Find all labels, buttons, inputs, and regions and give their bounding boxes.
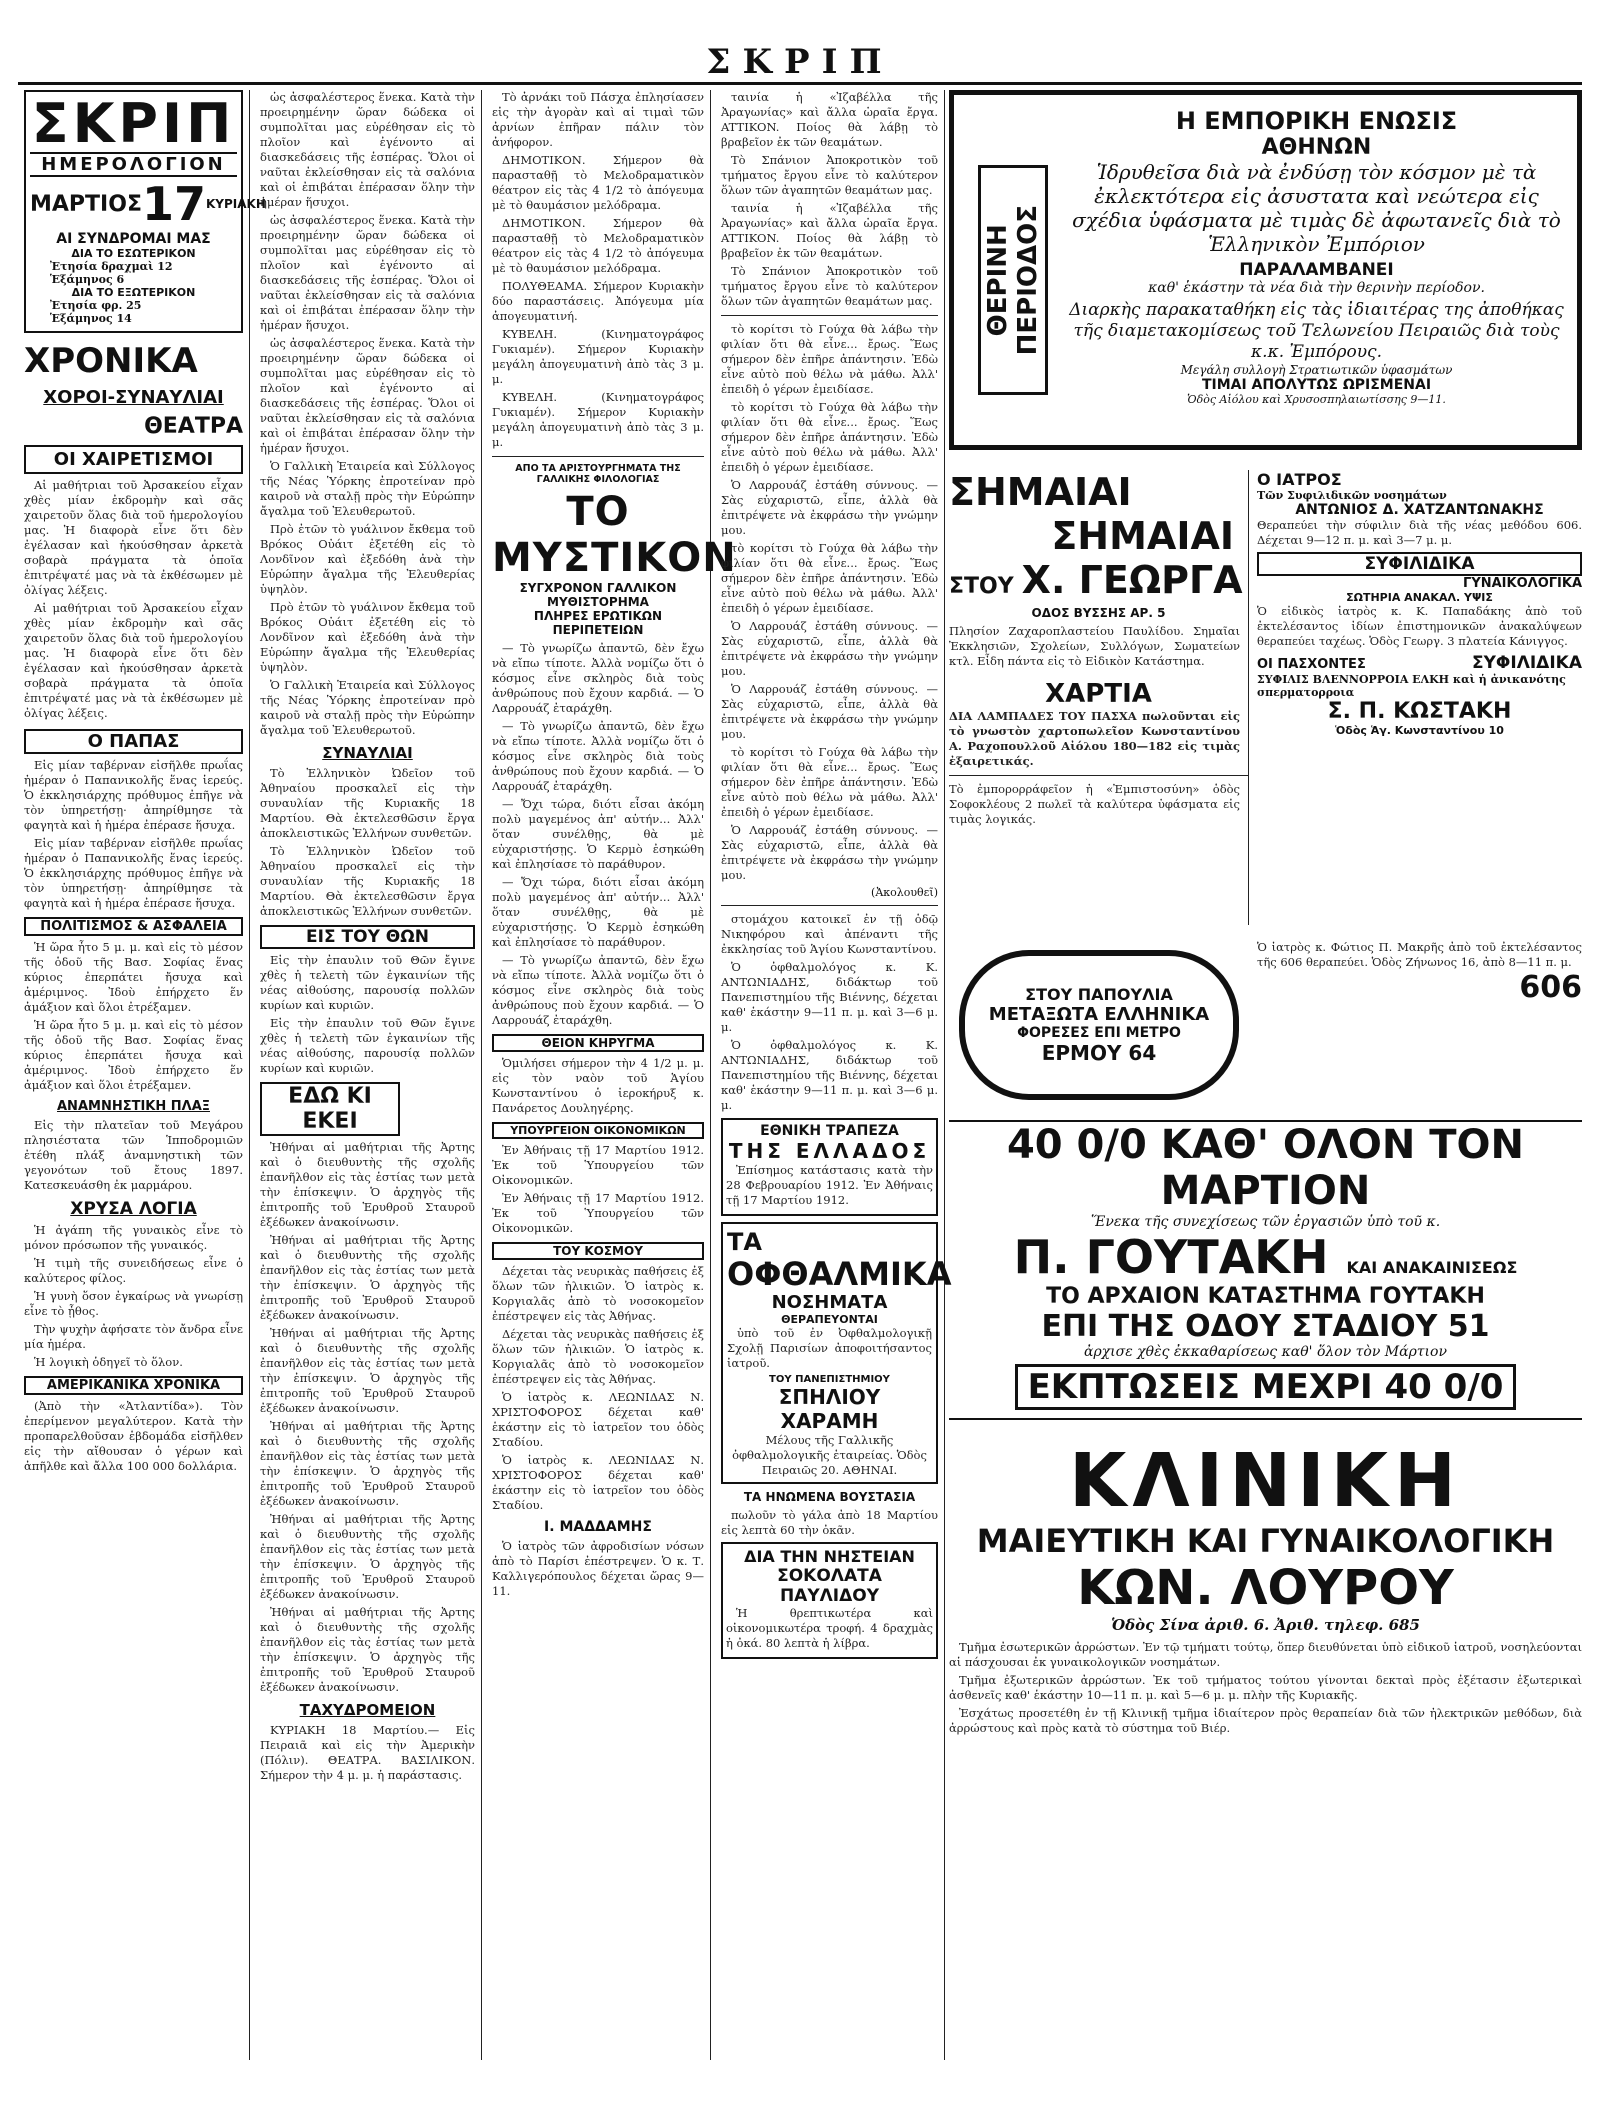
column-1 [18, 90, 266, 2060]
goutaki-top: 40 0/0 ΚΑΘ' ΟΛΟΝ ΤΟΝ ΜΑΡΤΙΟΝ [1006, 1122, 1525, 1214]
ophthalmika-panepistimiou: ΤΟΥ ΠΑΝΕΠΙΣΤΗΜΙΟΥ [769, 1374, 890, 1385]
calendar-month: ΜΑΡΤΙΟΣ [30, 191, 142, 217]
enosis-city: ΑΘΗΝΩΝ [1261, 135, 1372, 160]
sayings-list: Ἡ ἀγάπη τῆς γυναικὸς εἶνε τὸ μόνον πρόσωπον τῆς γυναικός. Ἡ τιμὴ τῆς συνειδήσεως εἶνε ὁ καλύτερος φίλος. Ἡ γυνὴ ὅσον ἐγκαίρως νὰ γνωρίσῃ εἶνε τὸ ᾖθος. Τὴν ψυχὴν ἀφήσατε τὸν ἄνδρα εἶνε μία ἡμέρα. Ἡ λογικὴ ὁδηγεῖ τὸ ὅλον. [24, 1223, 243, 1369]
simaiai-ad [949, 470, 1249, 925]
kliniki-address: Ὁδὸς Σίνα ἀριθ. 6. Ἀριθ. τηλεφ. 685 [1111, 1616, 1420, 1634]
section-chronika: ΧΡΟΝΙΚΑ [24, 341, 198, 381]
papoulia-1: ΣΤΟΥ ΠΑΠΟΥΛΙΑ [1025, 985, 1173, 1004]
theatre-listings: Τὸ ἀρνάκι τοῦ Πάσχα ἐπλησίασεν εἰς τὴν ἀγορὰν καὶ αἱ τιμαὶ τῶν ἀρνίων ἐπῆραν πάλιν τὸν ἀνήφορον. ΔΗΜΟΤΙΚΟΝ. Σήμερον θὰ παρασταθῇ τὸ Μελοδραματικὸν θέατρον εἰς τὰς 4 1/2 τὸ ἀπόγευμα μὲ τὸ θαυμάσιον μελόδραμα. ΔΗΜΟΤΙΚΟΝ. Σήμερον θὰ παρασταθῇ τὸ Μελοδραματικὸν θέατρον εἰς τὰς 4 1/2 τὸ ἀπόγευμα μὲ τὸ θαυμάσιον μελόδραμα. ΠΟΛΥΘΕΑΜΑ. Σήμερον Κυριακὴν δύο παραστάσεις. Ἀπόγευμα μία ἀπογευματινή. ΚΥΒΕΛΗ. (Κινηματογράφος Γυκιαμέν). Σήμερον Κυριακὴν μεγάλη ἀπογευματινὴ ἀπὸ τὰς 3 μ. μ. ΚΥΒΕΛΗ. (Κινηματογράφος Γυκιαμέν). Σήμερον Κυριακὴν μεγάλη ἀπογευματινὴ ἀπὸ τὰς 3 μ. μ. [492, 90, 704, 449]
kliniki-name: ΚΩΝ. ΛΟΥΡΟΥ [1077, 1560, 1454, 1616]
kostaki-name: Σ. Π. ΚΩΣΤΑΚΗ [1327, 699, 1512, 724]
subscriptions-domestic: ΔΙΑ ΤΟ ΕΣΩΤΕΡΙΚΟΝ [71, 247, 196, 260]
subscription-row: Ἐτησία δραχμαὶ 12 [50, 260, 173, 273]
section-chrysa-logia: ΧΡΥΣΑ ΛΟΓΙΑ [70, 1199, 197, 1219]
article-synavliai-title: ΣΥΝΑΥΛΙΑΙ [322, 744, 413, 762]
goutaki-line-2: ἀρχισε χθὲς ἐκκαθαρίσεως καθ' ὅλον τὸν Μάρτιον [1084, 1344, 1447, 1360]
sotiria: ΣΩΤΗΡΙΑ ΑΝΑΚΑΛ. ΥΨΙΣ [1346, 591, 1493, 604]
sokolata-title: ΣΟΚΟΛΑΤΑ ΠΑΥΛΙΔΟΥ [777, 1566, 882, 1606]
doctor-notices: στομάχου κατοικεῖ ἐν τῇ ὁδῷ Νικηφόρου καὶ ἀπέναντι τῆς ἐκκλησίας τοῦ Ἁγίου Κωνσταντίνου. Ὁ ὀφθαλμολόγος κ. Κ. ΑΝΤΩΝΙΑΔΗΣ, διδάκτωρ τοῦ Πανεπιστημίου τῆς Βιέννης, δέχεται καθ' ἑκάστην 9—11 π. μ. καὶ 3—6 μ. μ. Ὁ ὀφθαλμολόγος κ. Κ. ΑΝΤΩΝΙΑΔΗΣ, διδάκτωρ τοῦ Πανεπιστημίου τῆς Βιέννης, δέχεται καθ' ἑκάστην 9—11 π. μ. καὶ 3—6 μ. μ. [721, 912, 938, 1112]
periodos-word: ΠΕΡΙΟΔΟΣ [1013, 204, 1043, 356]
article-papas: Εἰς μίαν ταβέρναν εἰσῆλθε πρωΐας ἡμέραν ὁ Παπανικολῆς ἕνας ἱερεύς. Ὁ ἐκκλησιάρχης πρόθυμος ἐπῆγε νὰ τὸν ὑπηρετήσῃ· ἀπηρίθμησε τὰ φαγητὰ καὶ ἡ ἡμέρα ἐπέρασε ἥσυχα. Εἰς μίαν ταβέρναν εἰσῆλθε πρωΐας ἡμέραν ὁ Παπανικολῆς ἕνας ἱερεύς. Ὁ ἐκκλησιάρχης πρόθυμος ἐπῆγε νὰ τὸν ὑπηρετήσῃ· ἀπηρίθμησε τὰ φαγητὰ καὶ ἡ ἡμέρα ἐπέρασε ἥσυχα. [24, 758, 243, 910]
georgas: Χ. ΓΕΩΡΓΑ [1021, 558, 1243, 602]
article-anamnistiki-title: ΑΝΑΜΝΗΣΤΙΚΗ ΠΛΑΞ [57, 1099, 210, 1114]
timai: ΤΙΜΑΙ ΑΠΟΛΥΤΩΣ ΩΡΙΣΜΕΝΑΙ [1201, 377, 1432, 393]
enosis-text-3: Διαρκὴς παρακαταθήκη εἰς τὰς ἰδιαιτέρας της ἀποθήκας τῆς διαμετακομίσεως τοῦ Τελωνείου Πειραιῶς διὰ τοὺς κ.κ. Ἐμπόρους. [1069, 300, 1564, 362]
goutaki-bottom: ΕΚΠΤΩΣΕΙΣ ΜΕΧΡΙ 40 0/0 [1015, 1364, 1517, 1410]
therini-word: ΘΕΡΙΝΗ [983, 223, 1013, 337]
ethniki-trapeza-box [721, 1118, 938, 1216]
kliniki-ad [949, 1440, 1582, 1880]
kostaki-line: ΣΥΦΙΛΙΣ ΒΛΕΝΝΟΡΡΟΙΑ ΕΛΚΗ καὶ ἡ ἀνικανότης σπερματορροια [1257, 673, 1566, 699]
article-continued: ὡς ἀσφαλέστερος ἕνεκα. Κατὰ τὴν προειρημένην ὥραν δώδεκα οἱ συμπολῖται μας εὑρέθησαν εἰς τὸ πλοῖον καὶ ἐγένοντο αἱ διασκεδάσεις τῆς ἑσπέρας. Ὅλοι οἱ ναῦται ἐκλείσθησαν εἰς τὰ σαλόνια καὶ οἱ ἐπιβάται ἐπέρασαν ὅλην τὴν ἡμέραν ἥσυχοι. ὡς ἀσφαλέστερος ἕνεκα. Κατὰ τὴν προειρημένην ὥραν δώδεκα οἱ συμπολῖται μας εὑρέθησαν εἰς τὸ πλοῖον καὶ ἐγένοντο αἱ διασκεδάσεις τῆς ἑσπέρας. Ὅλοι οἱ ναῦται ἐκλείσθησαν εἰς τὰ σαλόνια καὶ οἱ ἐπιβάται ἐπέρασαν ὅλην τὴν ἡμέραν ἥσυχοι. ὡς ἀσφαλέστερος ἕνεκα. Κατὰ τὴν προειρημένην ὥραν δώδεκα οἱ συμπολῖται μας εὑρέθησαν εἰς τὸ πλοῖον καὶ ἐγένοντο αἱ διασκεδάσεις τῆς ἑσπέρας. Ὅλοι οἱ ναῦται ἐκλείσθησαν εἰς τὰ σαλόνια καὶ οἱ ἐπιβάται ἐπέρασαν ὅλην τὴν ἡμέραν ἥσυχοι. Ὁ Γαλλικὴ Ἑταιρεία καὶ Σύλλογος τῆς Νέας Ὑόρκης ἐπροτείναν πρὸ καιροῦ νὰ σταλῇ πρὸς τὴν Εὐρώπην ἄγαλμα τοῦ Ἐλευθερωτοῦ. Πρὸ ἐτῶν τὸ γυάλινον ἔκθεμα τοῦ Βρόκος Οὐάιτ ἐξετέθη εἰς τὸ Λονδῖνον καὶ ἐξεδόθη ἀνὰ τὴν Εὐρώπην ἄγαλμα τῆς Ἐλευθερίας ὑψηλὸν. Πρὸ ἐτῶν τὸ γυάλινον ἔκθεμα τοῦ Βρόκος Οὐάιτ ἐξετέθη εἰς τὸ Λονδῖνον καὶ ἐξεδόθη ἀνὰ τὴν Εὐρώπην ἄγαλμα τῆς Ἐλευθερίας ὑψηλὸν. Ὁ Γαλλικὴ Ἑταιρεία καὶ Σύλλογος τῆς Νέας Ὑόρκης ἐπροτείναν πρὸ καιροῦ νὰ σταλῇ πρὸς τὴν Εὐρώπην ἄγαλμα τοῦ Ἐλευθερωτοῦ. [260, 90, 475, 737]
ophthalmika-ad [721, 1222, 952, 1484]
chartia-text: ΔΙΑ ΛΑΜΠΑΔΕΣ ΤΟΥ ΠΑΣΧΑ πωλοῦνται εἰς τὸ γνωστὸν χαρτοπωλεῖον Κωνσταντίνου Α. Ραχοπουλλοῦ Αἰόλου 180—182 εἰς τιμὰς ἐξαιρετικάς. [949, 709, 1240, 768]
article-ypourgeion-title: ΥΠΟΥΡΓΕΙΟΝ ΟΙΚΟΝΟΜΙΚΩΝ [492, 1122, 704, 1139]
nistia-title: ΔΙΑ ΤΗΝ ΝΗΣΤΕΙΑΝ [744, 1547, 915, 1566]
subscription-row: Ἑξάμηνος 6 [50, 273, 125, 286]
therini-periodos [978, 165, 1048, 395]
ethniki-subtitle: ΤΗΣ ΕΛΛΑΔΟΣ [728, 1139, 931, 1163]
article-edo-ki-ekei: Ἠθήναι αἱ μαθήτριαι τῆς Ἀρτης καὶ ὁ διευθυντὴς τῆς σχολῆς ἐπανῆλθον εἰς τὰς ἑστίας των μετὰ τὴν ἐπίσκεψιν. Ὁ ἀρχηγὸς τῆς ἐπιτροπῆς τοῦ Ἑρυθροῦ Σταυροῦ ἐξέδωκεν ἀνακοίνωσιν. Ἠθήναι αἱ μαθήτριαι τῆς Ἀρτης καὶ ὁ διευθυντὴς τῆς σχολῆς ἐπανῆλθον εἰς τὰς ἑστίας των μετὰ τὴν ἐπίσκεψιν. Ὁ ἀρχηγὸς τῆς ἐπιτροπῆς τοῦ Ἑρυθροῦ Σταυροῦ ἐξέδωκεν ἀνακοίνωσιν. Ἠθήναι αἱ μαθήτριαι τῆς Ἀρτης καὶ ὁ διευθυντὴς τῆς σχολῆς ἐπανῆλθον εἰς τὰς ἑστίας των μετὰ τὴν ἐπίσκεψιν. Ὁ ἀρχηγὸς τῆς ἐπιτροπῆς τοῦ Ἑρυθροῦ Σταυροῦ ἐξέδωκεν ἀνακοίνωσιν. Ἠθήναι αἱ μαθήτριαι τῆς Ἀρτης καὶ ὁ διευθυντὴς τῆς σχολῆς ἐπανῆλθον εἰς τὰς ἑστίας των μετὰ τὴν ἐπίσκεψιν. Ὁ ἀρχηγὸς τῆς ἐπιτροπῆς τοῦ Ἑρυθροῦ Σταυροῦ ἐξέδωκεν ἀνακοίνωσιν. Ἠθήναι αἱ μαθήτριαι τῆς Ἀρτης καὶ ὁ διευθυντὴς τῆς σχολῆς ἐπανῆλθον εἰς τὰς ἑστίας των μετὰ τὴν ἐπίσκεψιν. Ὁ ἀρχηγὸς τῆς ἐπιτροπῆς τοῦ Ἑρυθροῦ Σταυροῦ ἐξέδωκεν ἀνακοίνωσιν. Ἠθήναι αἱ μαθήτριαι τῆς Ἀρτης καὶ ὁ διευθυντὴς τῆς σχολῆς ἐπανῆλθον εἰς τὰς ἑστίας των μετὰ τὴν ἐπίσκεψιν. Ὁ ἀρχηγὸς τῆς ἐπιτροπῆς τοῦ Ἑρυθροῦ Σταυροῦ ἐξέδωκεν ἀνακοίνωσιν. [260, 1140, 475, 1694]
ophthalmika-text: ὑπὸ τοῦ ἐν Ὀφθαλμολογικῇ Σχολῇ Παρισίων ἀποφοιτήσαντος ἰατροῦ. [727, 1326, 932, 1370]
kostaki-continued [1257, 940, 1582, 1110]
subscriptions-abroad: ΔΙΑ ΤΟ ΕΞΩΤΕΡΙΚΟΝ [71, 286, 196, 299]
syfilidika-title: ΣΥΦΙΛΙΔΙΚΑ [1257, 552, 1582, 576]
ophthalmika-nosimata: ΝΟΣΗΜΑΤΑ [771, 1292, 888, 1313]
emporoxarto-text: Τὸ ἐμπορορράφεῖον ἡ «Ἐμπιστοσύνη» ὁδὸς Σοφοκλέους 2 πωλεῖ τὰ καλύτερα ὑφάσματα εἰς τιμὰς λογικάς. [949, 782, 1240, 826]
article-anamnistiki: Εἰς τὴν πλατεῖαν τοῦ Μεγάρου πλησιέστατα τῶν Ἱπποδρομιῶν ἐτέθη πλάξ ἀναμνηστικὴ τῶν γεγονότων τοῦ ἔτους 1897. Κατεσκευάσθη ἐκ μαρμάρου. [24, 1118, 243, 1192]
kostaki-text: Ὁ ἰατρὸς κ. Φώτιος Π. Μακρῆς ἀπὸ τοῦ ἐκτελέσαντος τῆς 606 θεραπεύει. Ὁδὸς Ζήνωνος 16, ἀπὸ 8—11 π. μ. [1257, 940, 1582, 969]
ophthalmika-ta: ΤΑ [727, 1228, 762, 1256]
ophthalmika-title: ΟΦΘΑΛΜΙΚΑ [727, 1255, 952, 1293]
iatros-title: Ο ΙΑΤΡΟΣ [1257, 470, 1342, 489]
calendar-day: 17 [141, 177, 206, 231]
calendar-subtitle: ΗΜΕΡΟΛΟΓΙΟΝ [30, 152, 237, 177]
maddamis-name: Ι. ΜΑΔΔΑΜΗΣ [544, 1519, 652, 1535]
article-ypourgeion: Ἐν Ἀθήναις τῇ 17 Μαρτίου 1912. Ἐκ τοῦ Ὑπουργείου τῶν Οἰκονομικῶν. Ἐν Ἀθήναις τῇ 17 Μαρτίου 1912. Ἐκ τοῦ Ὑπουργείου τῶν Οἰκονομικῶν. [492, 1143, 704, 1235]
goutaki-address: ΕΠΙ ΤΗΣ ΟΔΟΥ ΣΤΑΔΙΟΥ 51 [1041, 1309, 1490, 1344]
article-tachydromeion: ΚΥΡΙΑΚΗ 18 Μαρτίου.— Εἰς Πειραιᾶ καὶ εἰς τὴν Ἀμερικὴν (Πόλιν). ΘΕΑΤΡΑ. ΒΑΣΙΛΙΚΟΝ. Σήμερον τὴν 4 μ. μ. ἡ παράστασις. [260, 1723, 475, 1782]
article-maddamis: Ὁ ἰατρὸς τῶν ἀφροδισίων νόσων ἀπὸ τὸ Παρίσι ἐπέστρεψεν. Ὁ κ. Τ. Καλλιγερόπουλος δέχεται ὥρας 9—11. [492, 1539, 704, 1598]
article-theion-title: ΘΕΙΟΝ ΚΗΡΥΓΜΑ [492, 1034, 704, 1052]
section-theatra: ΘΕΑΤΡΑ [144, 414, 243, 439]
vyssis: ΟΔΟΣ ΒΥΣΣΗΣ ΑΡ. 5 [1031, 606, 1166, 620]
theatre-listings-2: ταινία ἡ «Ἰζαβέλλα τῆς Ἀραγωνίας» καὶ ἄλλα ὡραῖα ἔργα. ATTIKON. Ποίος θὰ λάβῃ τὸ βραβεῖον ἐκ τῶν θεαμάτων. Τὸ Σπάνιον Ἀποκροτικὸν τοῦ τμήματος ἔργου εἶνε τὸ καλύτερον ὅλων τῶν ἀγαπητῶν θεαμάτων μας. ταινία ἡ «Ἰζαβέλλα τῆς Ἀραγωνίας» καὶ ἄλλα ὡραῖα ἔργα. ATTIKON. Ποίος θὰ λάβῃ τὸ βραβεῖον ἐκ τῶν θεαμάτων. Τὸ Σπάνιον Ἀποκροτικὸν τοῦ τμήματος ἔργου εἶνε τὸ καλύτερον ὅλων τῶν ἀγαπητῶν θεαμάτων μας. [721, 90, 938, 308]
column-2 [254, 90, 482, 2060]
advertisements [949, 90, 1582, 2060]
sokolata-text: Ἡ θρεπτικωτέρα καὶ οἰκονομικωτέρα τροφή. 4 δραχμὰς ἡ ὀκά. 80 λεπτὰ ἡ λίβρα. [726, 1606, 933, 1650]
ethniki-text: Ἐπίσημος κατάστασις κατὰ τὴν 28 Φεβρουαρίου 1912. Ἐν Ἀθήναις τῇ 17 Μαρτίου 1912. [726, 1163, 933, 1207]
article-tou-kosmou: Δέχεται τὰς νευρικὰς παθήσεις ἐξ ὅλων τῶν ἡλικιῶν. Ὁ ἰατρὸς κ. Κοργιαλᾶς ἀπὸ τὸ νοσοκομεῖον ἐπέστρεψεν εἰς τὰς Ἀθήνας. Δέχεται τὰς νευρικὰς παθήσεις ἐξ ὅλων τῶν ἡλικιῶν. Ὁ ἰατρὸς κ. Κοργιαλᾶς ἀπὸ τὸ νοσοκομεῖον ἐπέστρεψεν εἰς τὰς Ἀθήνας. Ὁ ἰατρὸς κ. ΛΕΩΝΙΔΑΣ Ν. ΧΡΙΣΤΟΦΟΡΟΣ δέχεται καθ' ἑκάστην εἰς τὸ ἰατρεῖον του ὁδὸς Σταδίου. Ὁ ἰατρὸς κ. ΛΕΩΝΙΔΑΣ Ν. ΧΡΙΣΤΟΦΟΡΟΣ δέχεται καθ' ἑκάστην εἰς τὸ ἰατρεῖον του ὁδὸς Σταδίου. [492, 1264, 704, 1512]
ophthalmika-doctor-text: Μέλους τῆς Γαλλικῆς ὀφθαλμολογικῆς ἑταιρείας. Ὁδὸς Πειραιῶς 20. ΑΘΗΝΑΙ. [732, 1433, 927, 1477]
article-tou-kosmou-title: ΤΟΥ ΚΟΣΜΟΥ [492, 1242, 704, 1260]
goutaki-ad [949, 1120, 1582, 1420]
papoulia-4: ΕΡΜΟΥ 64 [1041, 1041, 1157, 1065]
paschontes: ΟΙ ΠΑΣΧΟΝΤΕΣ [1257, 657, 1366, 672]
kliniki-subtitle: ΜΑΙΕΥΤΙΚΗ ΚΑΙ ΓΥΝΑΙΚΟΛΟΓΙΚΗ [976, 1522, 1555, 1560]
kostaki-address: Ὁδὸς Ἁγ. Κωνσταντίνου 10 [1335, 724, 1504, 737]
enosis-title: Η ΕΜΠΟΡΙΚΗ ΕΝΩΣΙΣ [1175, 107, 1458, 135]
vostasia-text: πωλοῦν τὸ γάλα ἀπὸ 18 Μαρτίου εἰς λεπτὰ 60 τὴν ὀκᾶν. [721, 1508, 938, 1537]
novel-subtitle: ΣΥΓΧΡΟΝΟΝ ΓΑΛΛΙΚΟΝ ΜΥΘΙΣΤΟΡΗΜΑ [519, 581, 677, 609]
masthead-title: ΣΚΡΙΠ [706, 42, 894, 82]
calendar-weekday: ΚΥΡΙΑΚΗ [205, 197, 266, 211]
article-xairetismoi-title: ΟΙ ΧΑΙΡΕΤΙΣΜΟΙ [24, 445, 243, 474]
chartia-title: ΧΑΡΤΙΑ [1045, 679, 1152, 709]
stou: ΣΤΟΥ [949, 574, 1014, 599]
article-politismos: Ἡ ὥρα ἦτο 5 μ. μ. καὶ εἰς τὸ μέσον τῆς ὁδοῦ τῆς Βασ. Σοφίας ἕνας κύριος ἐπερπάτει ἤσυχα καὶ ἀμέριμνος. Ἰδοὺ ἐπήρχετο ἕν ἀμάξιον καὶ ὅλοι ἐτρέξαμεν. Ἡ ὥρα ἦτο 5 μ. μ. καὶ εἰς τὸ μέσον τῆς ὁδοῦ τῆς Βασ. Σοφίας ἕνας κύριος ἐπερπάτει ἤσυχα καὶ ἀμέριμνος. Ἰδοὺ ἐπήρχετο ἕν ἀμάξιον καὶ ὅλοι ἐτρέξαμεν. [24, 940, 243, 1092]
novel-title: ΤΟ ΜΥΣΤΙΚΟΝ [492, 489, 737, 581]
doctors-ads [1257, 470, 1582, 925]
papoulia-ad [959, 950, 1239, 1100]
to-be-continued: (Ἀκολουθεῖ) [871, 886, 938, 899]
enosis-text: Ἱδρυθεῖσα διὰ νὰ ἐνδύσῃ τὸν κόσμον μὲ τὰ ἐκλεκτότερα εἰς ἀσυστατα καὶ νεώτερα εἰς σχέδια ὑφάσματα μὲ τιμὰς δὲ ἀφωτανεῖς διὰ τὸ Ἑλληνικὸν Ἐμπόριον [1072, 160, 1561, 256]
article-xairetismoi: Αἱ μαθήτριαι τοῦ Ἀρσακείου εἶχαν χθὲς μίαν ἐκδρομὴν καὶ σᾶς χαιρετοῦν ὅλας διὰ τοῦ ἡμερολογίου μας. Ἡ διαφορὰ εἶνε ὅτι δὲν ἐγέλασαν καὶ ἠκούσθησαν ἀρκετὰ σοβαρὰ πράγματα τὰ ὁποῖα ἐπιτρέψατέ μας νὰ τὰ ἐκθέσωμεν μὲ ὀλίγας λέξεις. Αἱ μαθήτριαι τοῦ Ἀρσακείου εἶχαν χθὲς μίαν ἐκδρομὴν καὶ σᾶς χαιρετοῦν ὅλας διὰ τοῦ ἡμερολογίου μας. Ἡ διαφορὰ εἶνε ὅτι δὲν ἐγέλασαν καὶ ἠκούσθησαν ἀρκετὰ σοβαρὰ πράγματα τὰ ὁποῖα ἐπιτρέψατέ μας νὰ τὰ ἐκθέσωμεν μὲ ὀλίγας λέξεις. [24, 478, 243, 720]
newspaper-page [18, 42, 1582, 2072]
kliniki-title: ΚΛΙΝΙΚΗ [1069, 1438, 1462, 1524]
article-politismos-title: ΠΟΛΙΤΙΣΜΟΣ & ΑΣΦΑΛΕΙΑ [24, 917, 243, 936]
papoulia-2: ΜΕΤΑΞΩΤΑ ΕΛΛΗΝΙΚΑ [988, 1004, 1210, 1025]
calendar-box [24, 90, 266, 333]
simaiai-1: ΣΗΜΑΙΑΙ [949, 470, 1132, 514]
article-theion: Ὁμιλήσει σήμερον τὴν 4 1/2 μ. μ. εἰς τὸν ναὸν τοῦ Ἁγίου Κωνσταντίνου ὁ ἱεροκήρυξ κ. Πανάρετος Δουληγέρης. [492, 1056, 704, 1115]
article-eis-tou-thon: Εἰς τὴν ἐπαυλιν τοῦ Θῶν ἔγινε χθὲς ἡ τελετὴ τῶν ἐγκαινίων τῆς νέας αἰθούσης, παρουσίᾳ πολλῶν κυρίων καὶ κυριῶν. Εἰς τὴν ἐπαυλιν τοῦ Θῶν ἔγινε χθὲς ἡ τελετὴ τῶν ἐγκαινίων τῆς νέας αἰθούσης, παρουσίᾳ πολλῶν κυρίων καὶ κυριῶν. [260, 953, 475, 1075]
papoulia-3: ΦΟΡΕΣΕΣ ΕΠΙ ΜΕΤΡΟ [1017, 1025, 1181, 1041]
goutaki-shop: ΤΟ ΑΡΧΑΙΟΝ ΚΑΤΑΣΤΗΜΑ ΓΟΥΤΑΚΗ [1046, 1284, 1485, 1309]
article-amerikanika: (Ἀπὸ τὴν «Ἀτλαντίδα»). Τὸν ἐπερίμενον μεγαλύτερον. Κατὰ τὴν προπαρελθοῦσαν ἑβδομάδα εἰσῆλθεν εἰς τὴν αἴθουσαν ὁ γέρων καὶ ἀπῆλθε καὶ ἄλλα 100 000 δολλάρια. [24, 1399, 243, 1473]
ethniki-title: ΕΘΝΙΚΗ ΤΡΑΠΕΖΑ [760, 1123, 899, 1139]
enosis-text-4: Μεγάλη συλλογὴ Στρατιωτικῶν ὑφασμάτων [1180, 363, 1453, 377]
paralamvanei: ΠΑΡΑΛΑΜΒΑΝΕΙ [1239, 260, 1394, 280]
novel-subtitle: ΠΛΗΡΕΣ ΕΡΩΤΙΚΩΝ ΠΕΡΙΠΕΤΕΙΩΝ [533, 609, 663, 637]
enosis-address: Ὁδὸς Αἰόλου καὶ Χρυσοσπηλαιωτίσσης 9—11. [1187, 393, 1446, 406]
syfilidika-text: Ὁ εἰδικὸς ἰατρὸς κ. Κ. Παπαδάκης ἀπὸ τοῦ ἐκτελέσαντος ἰδίων ἐπιστημονικῶν ἀνακαλύψεων θεραπεύει ταχέως. Ὁδὸς Γεωργ. 3 πλατεία Κάνιγγος. [1257, 604, 1582, 648]
novel-intro: ΑΠΟ ΤΑ ΑΡΙΣΤΟΥΡΓΗΜΑΤΑ ΤΗΣ ΓΑΛΛΙΚΗΣ ΦΙΛΟΛΟΓΙΑΣ [515, 463, 681, 485]
ophthalmika-doctor: ΣΠΗΛΙΟΥ ΧΑΡΑΜΗ [778, 1385, 881, 1433]
iatros-name: ΑΝΤΩΝΙΟΣ Δ. ΧΑΤΖΑΝΤΩΝΑΚΗΣ [1295, 502, 1544, 518]
emporiki-enosis-ad [949, 90, 1582, 450]
simaiai-text: Πλησίον Ζαχαροπλαστείου Παυλίδου. Σημαῖαι Ἐκκλησιῶν, Σχολείων, Συλλόγων, Σωματείων κτλ. Εἶδη πάντα εἰς τὸ Εἰδικὸν Κατάστημα. [949, 624, 1240, 668]
article-eis-tou-thon-title: ΕΙΣ ΤΟΥ ΘΩΝ [260, 925, 475, 949]
article-amerikanika-title: ΑΜΕΡΙΚΑΝΙΚΑ ΧΡΟΝΙΚΑ [24, 1376, 243, 1395]
n606: 606 [1519, 970, 1582, 1005]
masthead [18, 42, 1582, 85]
article-synavliai: Τὸ Ἑλληνικὸν Ὠδεῖον τοῦ Ἀθηναίου προσκαλεῖ εἰς τὴν συναυλίαν τῆς Κυριακῆς 18 Μαρτίου. Θὰ ἐκτελεσθῶσιν ἔργα ἀποκλειστικῶς Ἑλλήνων συνθετῶν. Τὸ Ἑλληνικὸν Ὠδεῖον τοῦ Ἀθηναίου προσκαλεῖ εἰς τὴν συναυλίαν τῆς Κυριακῆς 18 Μαρτίου. Θὰ ἐκτελεσθῶσιν ἔργα ἀποκλειστικῶς Ἑλλήνων συνθετῶν. [260, 766, 475, 918]
subscription-row: Ἑξάμηνος 14 [50, 312, 132, 325]
goutaki-name: Π. ΓΟΥΤΑΚΗ [1013, 1230, 1329, 1284]
enosis-text-2: καθ' ἑκάστην τὰ νέα διὰ τὴν θερινὴν περίοδον. [1148, 280, 1485, 296]
vostasia-title: ΤΑ ΗΝΩΜΕΝΑ ΒΟΥΣΤΑΣΙΑ [743, 1490, 916, 1504]
novel-continued: τὸ κορίτσι τὸ Γούχα θὰ λάβω τὴν φιλίαν ὅτι θὰ εἶνε... ἔρως. Ἕως σήμερον δὲν ἐπῆρε ἀπάντησιν. Ἐδὼ εἶνε αὐτὸ ποὺ θέλω νὰ μάθω. Ἀλλ' ἐπειδὴ ὁ γέρων ἐμειδίασε. τὸ κορίτσι τὸ Γούχα θὰ λάβω τὴν φιλίαν ὅτι θὰ εἶνε... ἔρως. Ἕως σήμερον δὲν ἐπῆρε ἀπάντησιν. Ἐδὼ εἶνε αὐτὸ ποὺ θέλω νὰ μάθω. Ἀλλ' ἐπειδὴ ὁ γέρων ἐμειδίασε. Ὁ Λαρρουάζ ἐστάθη σύννους. — Σὰς εὐχαριστῶ, εἶπε, ἀλλὰ θὰ ἐπιτρέψετε νὰ ἐκφράσω τὴν γνώμην μου. τὸ κορίτσι τὸ Γούχα θὰ λάβω τὴν φιλίαν ὅτι θὰ εἶνε... ἔρως. Ἕως σήμερον δὲν ἐπῆρε ἀπάντησιν. Ἐδὼ εἶνε αὐτὸ ποὺ θέλω νὰ μάθω. Ἀλλ' ἐπειδὴ ὁ γέρων ἐμειδίασε. Ὁ Λαρρουάζ ἐστάθη σύννους. — Σὰς εὐχαριστῶ, εἶπε, ἀλλὰ θὰ ἐπιτρέψετε νὰ ἐκφράσω τὴν γνώμην μου. Ὁ Λαρρουάζ ἐστάθη σύννους. — Σὰς εὐχαριστῶ, εἶπε, ἀλλὰ θὰ ἐπιτρέψετε νὰ ἐκφράσω τὴν γνώμην μου. τὸ κορίτσι τὸ Γούχα θὰ λάβω τὴν φιλίαν ὅτι θὰ εἶνε... ἔρως. Ἕως σήμερον δὲν ἐπῆρε ἀπάντησιν. Ἐδὼ εἶνε αὐτὸ ποὺ θέλω νὰ μάθω. Ἀλλ' ἐπειδὴ ὁ γέρων ἐμειδίασε. Ὁ Λαρρουάζ ἐστάθη σύννους. — Σὰς εὐχαριστῶ, εἶπε, ἀλλὰ θὰ ἐπιτρέψετε νὰ ἐκφράσω τὴν γνώμην μου. [721, 322, 938, 882]
article-papas-title: Ο ΠΑΠΑΣ [24, 729, 243, 754]
gynaikologika: ΓΥΝΑΙΚΟΛΟΓΙΚΑ [1463, 576, 1582, 591]
section-tachydromeion: ΤΑΧΥΔΡΟΜΕΙΟΝ [299, 1701, 436, 1719]
subscription-row: Ἐτησία φρ. 25 [50, 299, 142, 312]
goutaki-line-1: Ἕνεκα τῆς συνεχίσεως τῶν ἐργασιῶν ὑπὸ τοῦ κ. [1090, 1214, 1441, 1230]
syfilidika-2: ΣΥΦΙΛΙΔΙΚΑ [1472, 653, 1582, 673]
section-edo-ki-ekei: ΕΔΩ ΚΙ ΕΚΕΙ [260, 1082, 400, 1136]
iatros-text: Θεραπεύει τὴν σύφιλιν διὰ τῆς νέας μεθόδου 606. Δέχεται 9—12 π. μ. καὶ 3—7 μ. μ. [1257, 518, 1582, 547]
iatros-line: Τῶν Συφιλιδικῶν νοσημάτων [1257, 489, 1447, 502]
subscriptions-title: ΑΙ ΣΥΝΔΡΟΜΑΙ ΜΑΣ [56, 231, 211, 247]
kliniki-text: Τμῆμα ἐσωτερικῶν ἀρρώστων. Ἐν τῷ τμήματι τούτῳ, ὅπερ διευθύνεται ὑπὸ εἰδικοῦ ἰατροῦ, νοσηλεύονται αἱ πάσχουσαι ἐκ γυναικολογικῶν νοσημάτων. Τμῆμα ἐξωτερικῶν ἀρρώστων. Ἐκ τοῦ τμήματος τούτου γίνονται δεκταὶ πρὸς ἐξέτασιν ἐξωτερικαὶ ἀσθενεῖς καθ' ἑκάστην 10—11 π. μ. καὶ 5—6 μ. μ. πλὴν τῆς Κυριακῆς. Ἐσχάτως προσετέθη ἐν τῇ Κλινικῇ τμῆμα ἰδιαίτερον πρὸς θεραπείαν διὰ τῶν ἠλεκτρικῶν μεθόδων, διὰ ἀρρώστους καὶ πρὸς κατὰ τὸ σύστημα τοῦ Βιέρ. [949, 1640, 1582, 1735]
calendar-title: ΣΚΡΙΠ [31, 92, 236, 155]
simaiai-2: ΣΗΜΑΙΑΙ [1051, 514, 1234, 558]
column-3 [486, 90, 737, 2060]
novel-text: — Τὸ γνωρίζω ἀπαντῶ, δὲν ἔχω νὰ εἴπω τίποτε. Ἀλλὰ νομίζω ὅτι ὁ κόσμος εἶνε σκληρὸς διὰ τοὺς ἀνθρώπους ποὺ ἔχουν καρδιά. — Ὁ Λαρρουάζ ἐταράχθη. — Τὸ γνωρίζω ἀπαντῶ, δὲν ἔχω νὰ εἴπω τίποτε. Ἀλλὰ νομίζω ὅτι ὁ κόσμος εἶνε σκληρὸς διὰ τοὺς ἀνθρώπους ποὺ ἔχουν καρδιά. — Ὁ Λαρρουάζ ἐταράχθη. — Ὄχι τώρα, διότι εἶσαι ἀκόμη πολὺ μαγεμένος ἀπ' αὐτήν... Ἀλλ' ὅταν συνέλθῃς, θὰ μὲ εὐχαριστήσῃς. Ὁ Κερμὸ ἐσηκώθη καὶ ἐπλησίασε τὸ παράθυρον. — Ὄχι τώρα, διότι εἶσαι ἀκόμη πολὺ μαγεμένος ἀπ' αὐτήν... Ἀλλ' ὅταν συνέλθῃς, θὰ μὲ εὐχαριστήσῃς. Ὁ Κερμὸ ἐσηκώθη καὶ ἐπλησίασε τὸ παράθυρον. — Τὸ γνωρίζω ἀπαντῶ, δὲν ἔχω νὰ εἴπω τίποτε. Ἀλλὰ νομίζω ὅτι ὁ κόσμος εἶνε σκληρὸς διὰ τοὺς ἀνθρώπους ποὺ ἔχουν καρδιά. — Ὁ Λαρρουάζ ἐταράχθη. [492, 641, 704, 1027]
ophthalmika-therapeuontai: ΘΕΡΑΠΕΥΟΝΤΑΙ [781, 1313, 878, 1326]
column-4 [715, 90, 952, 2060]
goutaki-and: ΚΑΙ ΑΝΑΚΑΙΝΙΣΕΩΣ [1346, 1258, 1518, 1277]
sokolata-ad [721, 1542, 938, 1659]
section-choroi: ΧΟΡΟΙ-ΣΥΝΑΥΛΙΑΙ [43, 387, 224, 408]
